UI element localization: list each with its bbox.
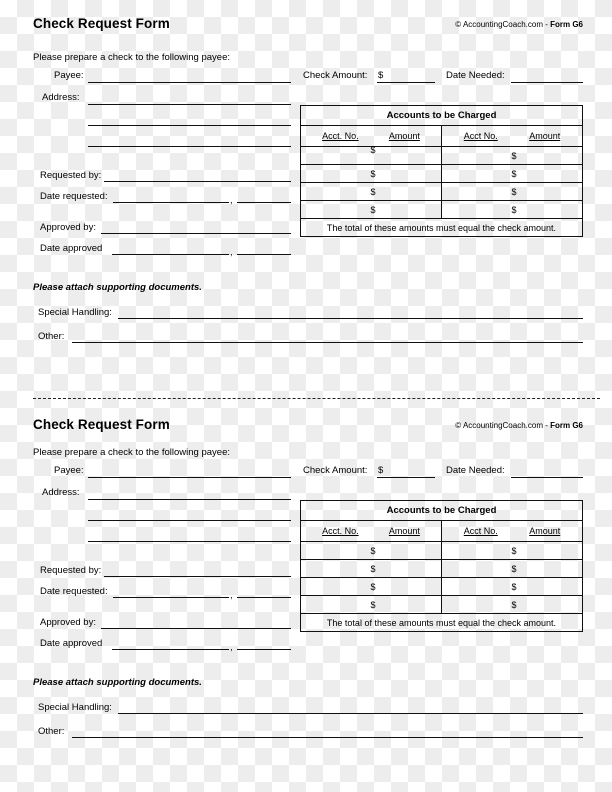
- accounts-row-2-left[interactable]: [301, 165, 442, 183]
- accounts-table-footer-note: The total of these amounts must equal the check amount.: [301, 614, 583, 632]
- attach-documents-note: Please attach supporting documents.: [33, 677, 202, 688]
- address-input-line-2[interactable]: [88, 520, 291, 521]
- table-row[interactable]: [301, 183, 583, 201]
- date-needed-label: Date Needed:: [446, 70, 505, 81]
- approved-by-label: Approved by:: [40, 617, 96, 628]
- accounts-row-3-right[interactable]: [442, 578, 583, 596]
- table-row[interactable]: [301, 578, 583, 596]
- address-label: Address:: [42, 92, 80, 103]
- dollar-sign: $: [511, 168, 517, 179]
- accounts-row-1-right[interactable]: [442, 147, 583, 165]
- date-requested-input-year[interactable]: [237, 202, 291, 203]
- page-title: Check Request Form: [33, 417, 170, 432]
- date-approved-input-day[interactable]: [112, 254, 229, 255]
- dollar-sign: $: [511, 581, 517, 592]
- payee-input[interactable]: [88, 477, 291, 478]
- requested-by-label: Requested by:: [40, 170, 102, 181]
- date-requested-input-day[interactable]: [113, 202, 229, 203]
- accounts-row-1-left[interactable]: [301, 542, 442, 560]
- date-approved-input-year[interactable]: [237, 254, 291, 255]
- instruction-text: Please prepare a check to the following payee:: [33, 447, 230, 458]
- dollar-sign: $: [370, 144, 376, 155]
- accounts-row-4-left[interactable]: [301, 596, 442, 614]
- check-amount-dollar-sign: $: [378, 70, 384, 81]
- dollar-sign: $: [370, 545, 376, 556]
- date-needed-label: Date Needed:: [446, 465, 505, 476]
- column-header-amount-left: Amount: [388, 526, 420, 536]
- table-row[interactable]: [301, 596, 583, 614]
- dollar-sign: $: [511, 563, 517, 574]
- other-label: Other:: [38, 331, 65, 342]
- address-input-line-3[interactable]: [88, 146, 291, 147]
- check-amount-label: Check Amount:: [303, 465, 368, 476]
- column-header-acct-no-right: Acct No.: [463, 131, 498, 141]
- dollar-sign: $: [370, 563, 376, 574]
- accounts-table-title: Accounts to be Charged: [301, 501, 583, 521]
- date-approved-label: Date approved: [40, 243, 103, 254]
- accounts-to-be-charged-table: [300, 500, 583, 632]
- table-row[interactable]: [301, 165, 583, 183]
- accounts-row-3-left[interactable]: [301, 578, 442, 596]
- tear-off-separator: [33, 398, 600, 399]
- page-title: Check Request Form: [33, 16, 170, 31]
- accounts-header-left: [301, 126, 442, 147]
- accounts-row-2-right[interactable]: [442, 560, 583, 578]
- credit-prefix: © AccountingCoach.com -: [455, 421, 551, 430]
- dollar-sign: $: [370, 599, 376, 610]
- table-row[interactable]: [301, 147, 583, 165]
- accounts-row-4-left[interactable]: [301, 201, 442, 219]
- accounts-table-title: Accounts to be Charged: [301, 106, 583, 126]
- accounts-row-4-right[interactable]: [442, 201, 583, 219]
- payee-label: Payee:: [54, 70, 84, 81]
- dollar-sign: $: [370, 168, 376, 179]
- accounts-table-footer-note: The total of these amounts must equal the check amount.: [301, 219, 583, 237]
- accounts-table-header-row: [301, 521, 583, 542]
- special-handling-input[interactable]: [118, 713, 583, 714]
- column-header-amount-left: Amount: [388, 131, 420, 141]
- other-input[interactable]: [72, 342, 583, 343]
- accounts-row-1-left[interactable]: [301, 144, 442, 165]
- date-requested-input-year[interactable]: [237, 597, 291, 598]
- credit-line: [455, 422, 583, 430]
- accounts-row-1-right[interactable]: [442, 542, 583, 560]
- accounts-row-3-right[interactable]: [442, 183, 583, 201]
- accounts-table-title-row: [301, 106, 583, 126]
- date-requested-label: Date requested:: [40, 586, 108, 597]
- special-handling-input[interactable]: [118, 318, 583, 319]
- dollar-sign: $: [370, 204, 376, 215]
- accounts-table-footer-row: [301, 614, 583, 632]
- table-row[interactable]: [301, 201, 583, 219]
- date-requested-label: Date requested:: [40, 191, 108, 202]
- date-approved-input-year[interactable]: [237, 649, 291, 650]
- column-header-acct-no-right: Acct No.: [463, 526, 498, 536]
- date-requested-input-day[interactable]: [113, 597, 229, 598]
- approved-by-input[interactable]: [101, 233, 291, 234]
- check-amount-label: Check Amount:: [303, 70, 368, 81]
- date-approved-label: Date approved: [40, 638, 103, 649]
- approved-by-input[interactable]: [101, 628, 291, 629]
- accounts-to-be-charged-table: [300, 105, 583, 237]
- check-amount-input[interactable]: [377, 477, 435, 478]
- accounts-table-footer-row: [301, 219, 583, 237]
- address-label: Address:: [42, 487, 80, 498]
- date-approved-comma: ,: [230, 642, 233, 653]
- date-needed-input[interactable]: [511, 82, 583, 83]
- dollar-sign: $: [370, 581, 376, 592]
- requested-by-label: Requested by:: [40, 565, 102, 576]
- column-header-acct-no-left: Acct. No.: [322, 131, 359, 141]
- accounts-row-2-left[interactable]: [301, 560, 442, 578]
- table-row[interactable]: [301, 542, 583, 560]
- requested-by-input[interactable]: [104, 181, 291, 182]
- date-requested-comma: ,: [230, 195, 233, 206]
- accounts-table-header-row: [301, 126, 583, 147]
- payee-input[interactable]: [88, 82, 291, 83]
- date-requested-comma: ,: [230, 590, 233, 601]
- accounts-row-2-right[interactable]: [442, 165, 583, 183]
- dollar-sign: $: [511, 186, 517, 197]
- requested-by-input[interactable]: [104, 576, 291, 577]
- other-input[interactable]: [72, 737, 583, 738]
- accounts-header-left: [301, 521, 442, 542]
- address-input-line-1[interactable]: [88, 499, 291, 500]
- accounts-table-title-row: [301, 501, 583, 521]
- special-handling-label: Special Handling:: [38, 702, 112, 713]
- credit-line: [455, 21, 583, 29]
- date-approved-input-day[interactable]: [112, 649, 229, 650]
- date-needed-input[interactable]: [511, 477, 583, 478]
- dollar-sign: $: [370, 186, 376, 197]
- address-input-line-1[interactable]: [88, 104, 291, 105]
- instruction-text: Please prepare a check to the following payee:: [33, 52, 230, 63]
- other-label: Other:: [38, 726, 65, 737]
- dollar-sign: $: [511, 150, 517, 161]
- dollar-sign: $: [511, 545, 517, 556]
- column-header-amount-right: Amount: [529, 131, 561, 141]
- date-approved-comma: ,: [230, 247, 233, 258]
- special-handling-label: Special Handling:: [38, 307, 112, 318]
- check-amount-input[interactable]: [377, 82, 435, 83]
- dollar-sign: $: [511, 599, 517, 610]
- accounts-header-right: [442, 126, 583, 147]
- check-amount-dollar-sign: $: [378, 465, 384, 476]
- accounts-row-3-left[interactable]: [301, 183, 442, 201]
- address-input-line-2[interactable]: [88, 125, 291, 126]
- table-row[interactable]: [301, 560, 583, 578]
- column-header-amount-right: Amount: [529, 526, 561, 536]
- attach-documents-note: Please attach supporting documents.: [33, 282, 202, 293]
- approved-by-label: Approved by:: [40, 222, 96, 233]
- accounts-header-right: [442, 521, 583, 542]
- credit-form-number: Form G6: [550, 421, 583, 430]
- column-header-acct-no-left: Acct. No.: [322, 526, 359, 536]
- payee-label: Payee:: [54, 465, 84, 476]
- credit-prefix: © AccountingCoach.com -: [455, 20, 551, 29]
- accounts-row-4-right[interactable]: [442, 596, 583, 614]
- address-input-line-3[interactable]: [88, 541, 291, 542]
- dollar-sign: $: [511, 204, 517, 215]
- credit-form-number: Form G6: [550, 20, 583, 29]
